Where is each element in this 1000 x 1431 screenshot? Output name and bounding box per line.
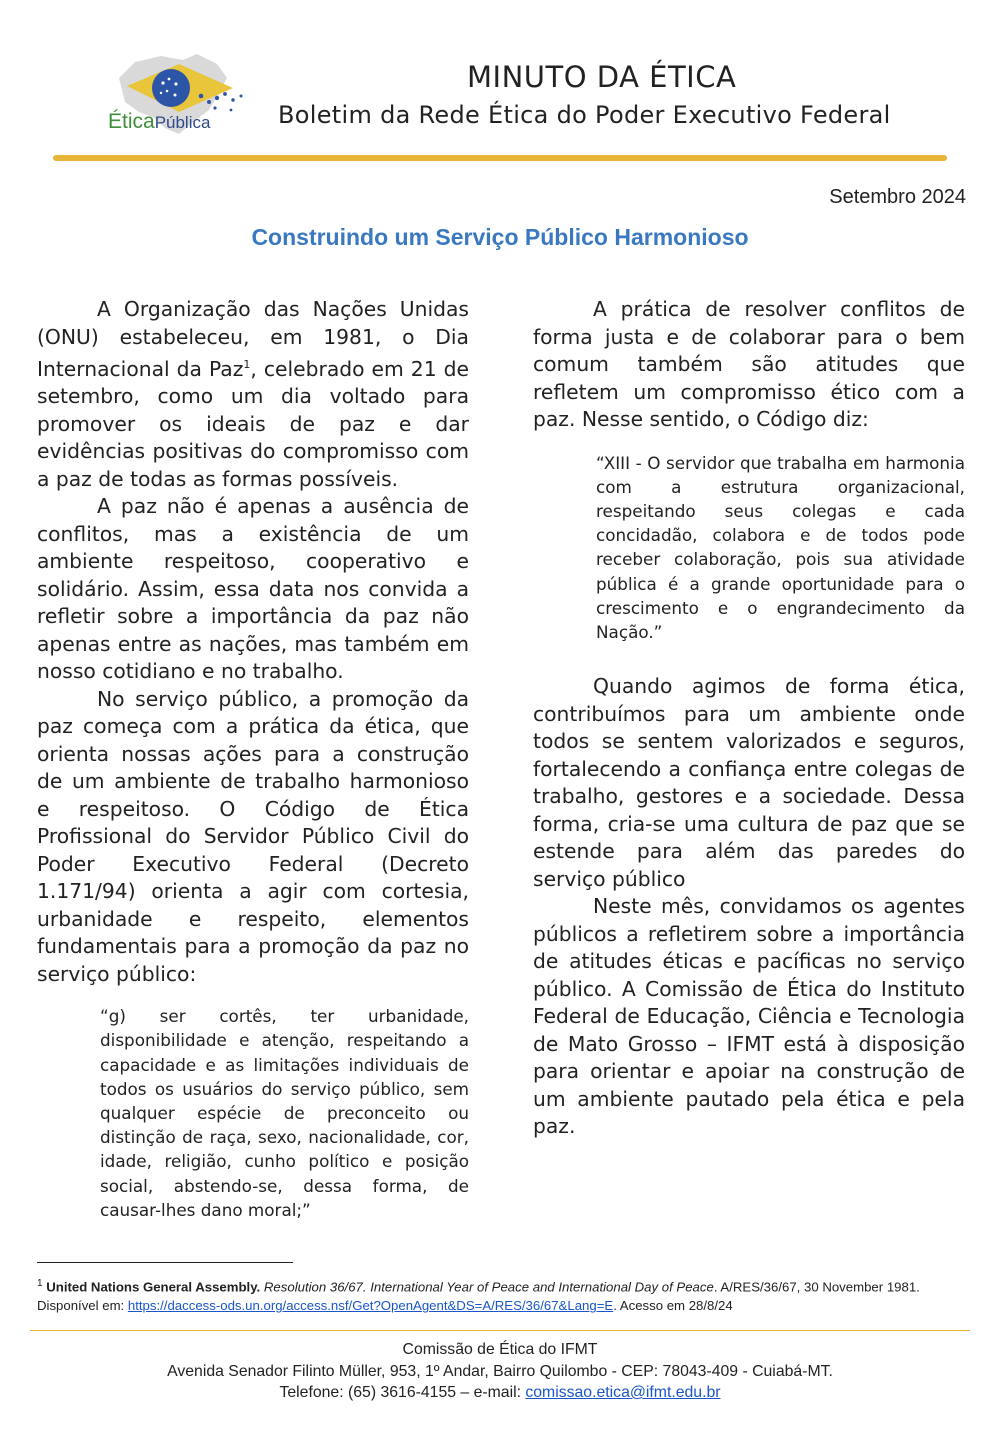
- footer-org: Comissão de Ética do IFMT: [402, 1341, 598, 1358]
- footnote-details: . A/RES/36/67, 30 November 1981. Disponível em:: [37, 1279, 920, 1314]
- left-column: [37, 296, 469, 1222]
- right-paragraph-2: Quando agimos de forma ética, contribuímos para um ambiente onde todos se sentem valorizados e seguros, fortalecendo a confiança entre colegas de trabalho, gestores e a sociedade. Dessa forma, cria-se uma cultura de paz que se estende para além das paredes do serviço público: [533, 674, 965, 891]
- right-paragraph-3: Neste mês, convidamos os agentes públicos a refletirem sobre a importância de atitudes éticas e pacíficas no serviço público. A Comissão de Ética do Instituto Federal de Educação, Ciência e Tecnologia de Mato Grosso – IFMT está à disposição para orientar e apoiar na construção de um ambiente pautado pela ética e pela paz.: [533, 894, 965, 1139]
- issue-date: Setembro 2024: [829, 186, 966, 208]
- footnote: [37, 1274, 967, 1315]
- bulletin-subtitle: Boletim da Rede Ética do Poder Executivo Federal: [278, 101, 891, 129]
- footer-phone: Telefone: (65) 3616-4155 – e-mail:: [279, 1384, 526, 1401]
- logo-word-publica: Pública: [154, 113, 211, 132]
- footnote-link[interactable]: https://daccess-ods.un.org/access.nsf/Get?OpenAgent&DS=A/RES/36/67&Lang=E: [127, 1298, 614, 1314]
- left-quote: “g) ser cortês, ter urbanidade, disponibilidade e atenção, respeitando a capacidade e as limitações individuais de todos os usuários do serviço público, sem qualquer espécie de preconceito ou distinção de raça, sexo, nacionalidade, cor, idade, religião, cunho político e posição social, abstendo-se, dessa forma, de causar-lhes dano moral;”: [100, 1006, 469, 1220]
- footnote-work: Resolution 36/67. International Year of Peace and International Day of Peace: [263, 1279, 714, 1295]
- footnote-author: United Nations General Assembly.: [46, 1279, 261, 1295]
- footer-address: Avenida Senador Filinto Müller, 953, 1º Andar, Bairro Quilombo - CEP: 78043-409 - Cuiabá-MT.: [167, 1362, 833, 1380]
- left-paragraph-2: A paz não é apenas a ausência de conflitos, mas a existência de um ambiente respeitoso, cooperativo e solidário. Assim, essa data nos convida a refletir sobre a importância da paz não apenas entre as nações, mas também em nosso cotidiano e no trabalho.: [37, 494, 469, 684]
- header-divider: [53, 155, 947, 161]
- footnote-divider: [37, 1262, 293, 1263]
- right-column: [533, 296, 965, 1141]
- bulletin-title: MINUTO DA ÉTICA: [467, 60, 737, 94]
- footnote-access: . Acesso em 28/8/24: [613, 1298, 733, 1314]
- right-paragraph-1: A prática de resolver conflitos de forma justa e de colaborar para o bem comum também são atitudes que refletem um compromisso ético com a paz. Nesse sentido, o Código diz:: [533, 297, 965, 431]
- right-quote: “XIII - O servidor que trabalha em harmonia com a estrutura organizacional, respeitando seus colegas e cada concidadão, colabora e de todos pode receber colaboração, pois sua atividade pública é a grande oportunidade para o crescimento e o engrandecimento da Nação.”: [596, 452, 965, 642]
- left-paragraph-1-text-cont: , celebrado em 21 de setembro, como um dia voltado para promover os ideais de paz e dar evidências positivas do compromisso com a paz de todas as formas possíveis.: [37, 356, 469, 491]
- footer: [0, 1339, 1000, 1404]
- left-paragraph-1: [37, 296, 469, 493]
- article-title: Construindo um Serviço Público Harmonioso: [251, 224, 749, 250]
- logo-wordmark: [108, 110, 210, 134]
- footer-contact: [0, 1382, 1000, 1404]
- footer-email-link[interactable]: comissao.etica@ifmt.edu.br: [525, 1384, 721, 1401]
- logo-word-etica: Ética: [108, 110, 155, 133]
- left-paragraph-1-text: A Organização das Nações Unidas (ONU) estabeleceu, em 1981, o Dia Internacional da Paz: [37, 297, 469, 381]
- footnote-ref[interactable]: 1: [243, 358, 251, 371]
- footer-divider: [30, 1330, 970, 1331]
- left-paragraph-3: No serviço público, a promoção da paz começa com a prática da ética, que orienta nossas ações para a construção de um ambiente de trabalho harmonioso e respeitoso. O Código de Ética Profissional do Servidor Público Civil do Poder Executivo Federal (Decreto 1.171/94) orienta a agir com cortesia, urbanidade e respeito, elementos fundamentais para a promoção da paz no serviço público:: [37, 686, 469, 986]
- footnote-number: 1: [37, 1278, 43, 1289]
